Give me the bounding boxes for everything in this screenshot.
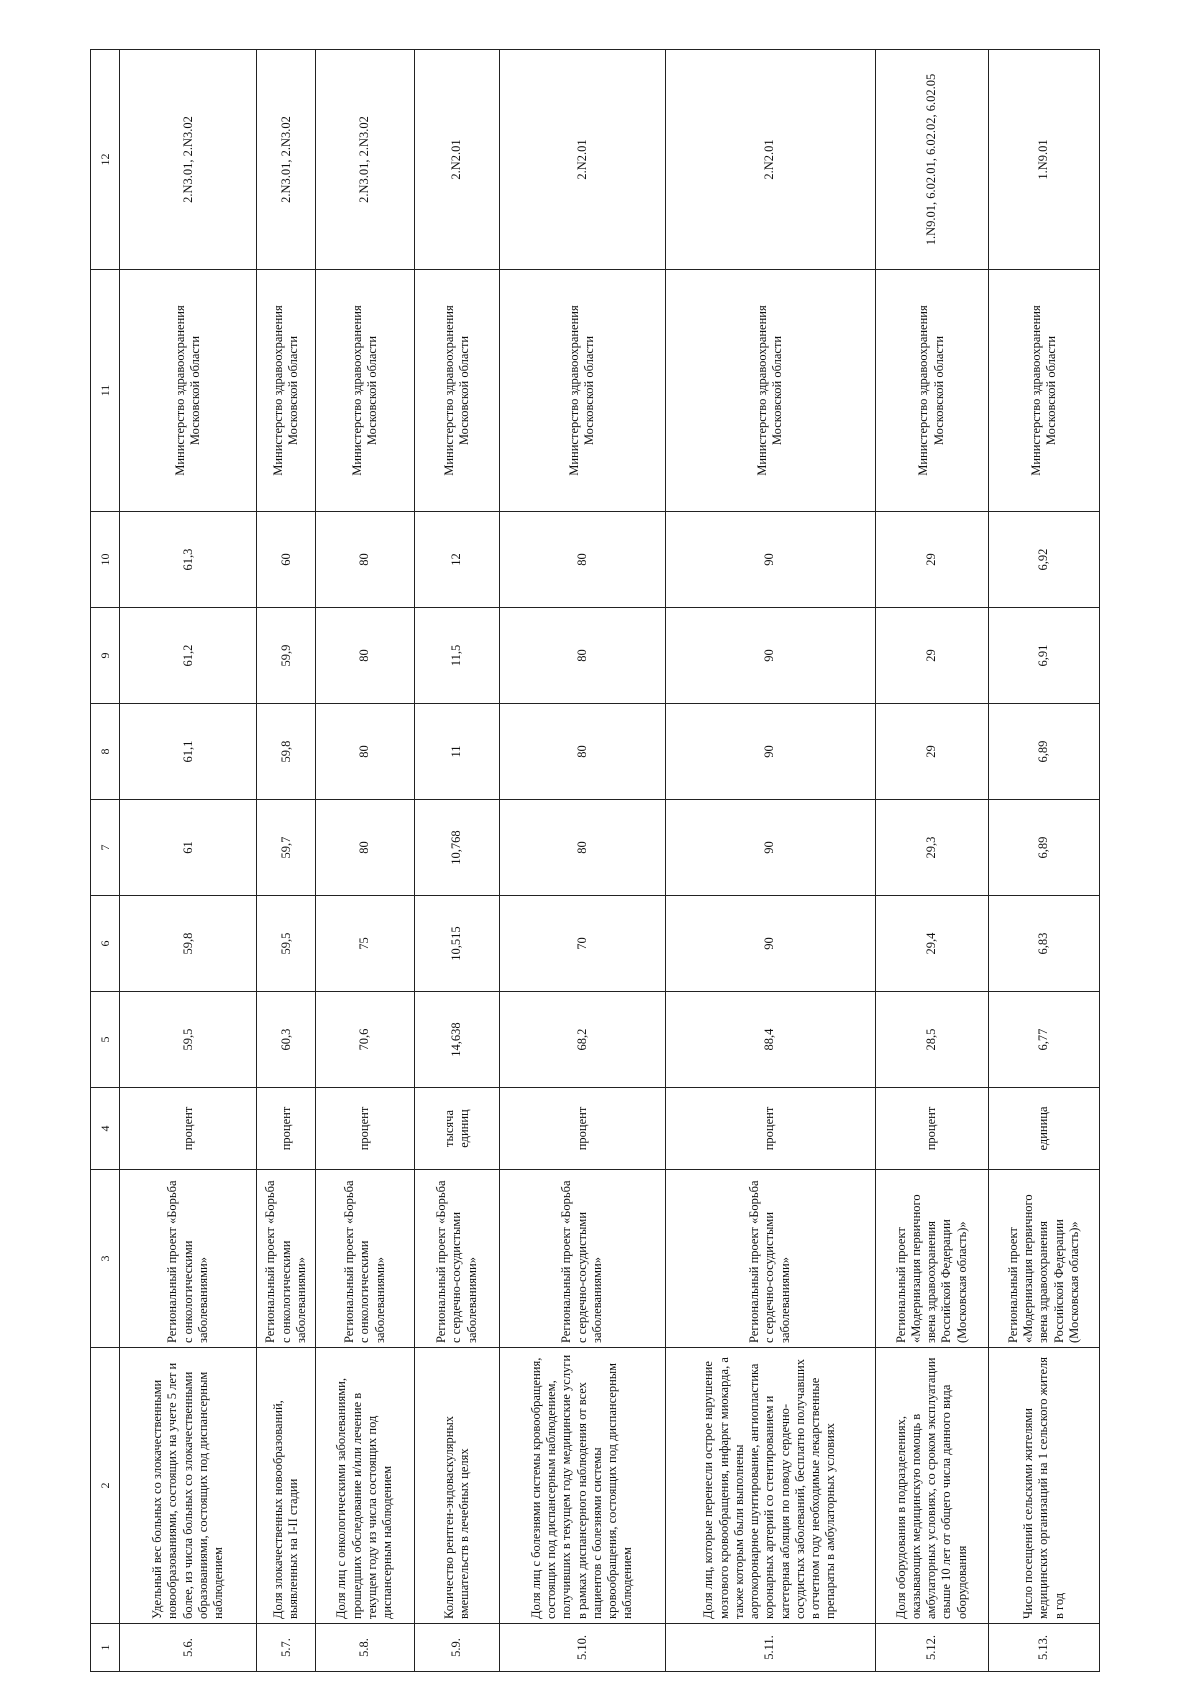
value-col8: 80 — [499, 704, 665, 800]
value-col9: 6,91 — [988, 608, 1099, 704]
unit: процент — [875, 1088, 988, 1170]
column-header: 3 — [91, 1170, 120, 1348]
row-number: 5.8. — [315, 1624, 414, 1672]
responsible-org: Министерство здравоохранения Московской области — [499, 270, 665, 512]
row-number: 5.13. — [988, 1624, 1099, 1672]
column-header: 11 — [91, 270, 120, 512]
responsible-org: Министерство здравоохранения Московской области — [120, 270, 257, 512]
indicators-table — [90, 49, 1100, 1672]
column-header: 2 — [91, 1348, 120, 1624]
value-col10: 90 — [665, 512, 875, 608]
project-name: Региональный проект «Борьба с онкологическими заболеваниями» — [257, 1170, 316, 1348]
value-col10: 80 — [499, 512, 665, 608]
value-col7: 90 — [665, 800, 875, 896]
project-name: Региональный проект «Борьба с сердечно-сосудистыми заболеваниями» — [499, 1170, 665, 1348]
value-col9: 61,2 — [120, 608, 257, 704]
project-name: Региональный проект «Борьба с сердечно-сосудистыми заболеваниями» — [665, 1170, 875, 1348]
column-header: 6 — [91, 896, 120, 992]
value-col8: 29 — [875, 704, 988, 800]
row-number: 5.11. — [665, 1624, 875, 1672]
value-col5: 59,5 — [120, 992, 257, 1088]
project-name: Региональный проект «Борьба с онкологическими заболеваниями» — [315, 1170, 414, 1348]
row-number: 5.7. — [257, 1624, 316, 1672]
row-number: 5.12. — [875, 1624, 988, 1672]
table-row — [120, 50, 257, 1672]
value-col5: 6,77 — [988, 992, 1099, 1088]
codes: 2.N2.01 — [665, 50, 875, 270]
responsible-org: Министерство здравоохранения Московской области — [988, 270, 1099, 512]
value-col10: 12 — [414, 512, 499, 608]
column-header: 1 — [91, 1624, 120, 1672]
value-col10: 6,92 — [988, 512, 1099, 608]
unit: процент — [257, 1088, 316, 1170]
value-col7: 80 — [499, 800, 665, 896]
value-col9: 59,9 — [257, 608, 316, 704]
value-col5: 68,2 — [499, 992, 665, 1088]
indicator-name: Число посещений сельскими жителями медицинских организаций на 1 сельского жителя в год — [988, 1348, 1099, 1624]
column-header: 5 — [91, 992, 120, 1088]
row-number: 5.10. — [499, 1624, 665, 1672]
responsible-org: Министерство здравоохранения Московской области — [665, 270, 875, 512]
codes: 2.N3.01, 2.N3.02 — [315, 50, 414, 270]
value-col9: 80 — [315, 608, 414, 704]
value-col6: 10,515 — [414, 896, 499, 992]
responsible-org: Министерство здравоохранения Московской области — [315, 270, 414, 512]
table-row — [499, 50, 665, 1672]
row-number: 5.6. — [120, 1624, 257, 1672]
value-col6: 6,83 — [988, 896, 1099, 992]
indicator-name: Доля лиц, которые перенесли острое нарушение мозгового кровообращения, инфаркт миокарда, а также которым были выполнены аортокоронарное шунтирование, ангиопластика коронарных артерий со стентированием и катетерная абляция по поводу сердечно-сосудистых заболеваний, бесплатно получавших в отчетном году необходимые лекарственные препараты в амбулаторных условиях — [665, 1348, 875, 1624]
value-col8: 90 — [665, 704, 875, 800]
value-col5: 14,638 — [414, 992, 499, 1088]
header-row — [91, 50, 120, 1672]
unit: единица — [988, 1088, 1099, 1170]
value-col6: 59,8 — [120, 896, 257, 992]
value-col9: 29 — [875, 608, 988, 704]
project-name: Региональный проект «Модернизация первичного звена здравоохранения Российской Федерации (Московская область)» — [875, 1170, 988, 1348]
unit: процент — [665, 1088, 875, 1170]
responsible-org: Министерство здравоохранения Московской области — [257, 270, 316, 512]
project-name: Региональный проект «Борьба с онкологическими заболеваниями» — [120, 1170, 257, 1348]
value-col6: 29,4 — [875, 896, 988, 992]
value-col8: 80 — [315, 704, 414, 800]
table-row — [875, 50, 988, 1672]
value-col8: 61,1 — [120, 704, 257, 800]
rotated-page — [90, 50, 1100, 1672]
value-col6: 75 — [315, 896, 414, 992]
value-col10: 29 — [875, 512, 988, 608]
indicator-name: Доля лиц с онкологическими заболеваниями, прошедших обследование и/или лечение в текущем году из числа состоящих под диспансерным наблюдением — [315, 1348, 414, 1624]
indicator-name: Количество рентген-эндоваскулярных вмешательств в лечебных целях — [414, 1348, 499, 1624]
value-col7: 6,89 — [988, 800, 1099, 896]
unit: тысяча единиц — [414, 1088, 499, 1170]
value-col7: 80 — [315, 800, 414, 896]
value-col5: 70,6 — [315, 992, 414, 1088]
codes: 2.N3.01, 2.N3.02 — [257, 50, 316, 270]
value-col10: 60 — [257, 512, 316, 608]
indicator-name: Доля оборудования в подразделениях, оказывающих медицинскую помощь в амбулаторных условиях, со сроком эксплуатации свыше 10 лет от общего числа данного вида оборудования — [875, 1348, 988, 1624]
codes: 1.N9.01, 6.02.01, 6.02.02, 6.02.05 — [875, 50, 988, 270]
value-col5: 88,4 — [665, 992, 875, 1088]
indicator-name: Доля злокачественных новообразований, выявленных на I-II стадии — [257, 1348, 316, 1624]
value-col6: 70 — [499, 896, 665, 992]
value-col8: 11 — [414, 704, 499, 800]
project-name: Региональный проект «Модернизация первичного звена здравоохранения Российской Федерации (Московская область)» — [988, 1170, 1099, 1348]
indicator-name: Удельный вес больных со злокачественными новообразованиями, состоящих на учете 5 лет и более, из числа больных со злокачественными образованиями, состоящих под диспансерным наблюдением — [120, 1348, 257, 1624]
value-col5: 60,3 — [257, 992, 316, 1088]
table-row — [414, 50, 499, 1672]
indicator-name: Доля лиц с болезнями системы кровообращения, состоящих под диспансерным наблюдением, получивших в текущем году медицинские услуги в рамках диспансерного наблюдения от всех пациентов с болезнями системы кровообращения, состоящих под диспансерным наблюдением — [499, 1348, 665, 1624]
codes: 2.N2.01 — [414, 50, 499, 270]
value-col8: 6,89 — [988, 704, 1099, 800]
value-col7: 10,768 — [414, 800, 499, 896]
table-row — [257, 50, 316, 1672]
column-header: 12 — [91, 50, 120, 270]
value-col8: 59,8 — [257, 704, 316, 800]
value-col7: 59,7 — [257, 800, 316, 896]
codes: 2.N3.01, 2.N3.02 — [120, 50, 257, 270]
value-col7: 29,3 — [875, 800, 988, 896]
unit: процент — [120, 1088, 257, 1170]
value-col9: 90 — [665, 608, 875, 704]
codes: 2.N2.01 — [499, 50, 665, 270]
column-header: 9 — [91, 608, 120, 704]
row-number: 5.9. — [414, 1624, 499, 1672]
table-row — [665, 50, 875, 1672]
value-col9: 80 — [499, 608, 665, 704]
table-row — [988, 50, 1099, 1672]
value-col6: 59,5 — [257, 896, 316, 992]
value-col10: 61,3 — [120, 512, 257, 608]
column-header: 7 — [91, 800, 120, 896]
value-col6: 90 — [665, 896, 875, 992]
column-header: 4 — [91, 1088, 120, 1170]
unit: процент — [315, 1088, 414, 1170]
value-col5: 28,5 — [875, 992, 988, 1088]
unit: процент — [499, 1088, 665, 1170]
value-col7: 61 — [120, 800, 257, 896]
column-header: 8 — [91, 704, 120, 800]
project-name: Региональный проект «Борьба с сердечно-сосудистыми заболеваниями» — [414, 1170, 499, 1348]
column-header: 10 — [91, 512, 120, 608]
codes: 1.N9.01 — [988, 50, 1099, 270]
value-col10: 80 — [315, 512, 414, 608]
responsible-org: Министерство здравоохранения Московской области — [875, 270, 988, 512]
table-row — [315, 50, 414, 1672]
responsible-org: Министерство здравоохранения Московской области — [414, 270, 499, 512]
value-col9: 11,5 — [414, 608, 499, 704]
